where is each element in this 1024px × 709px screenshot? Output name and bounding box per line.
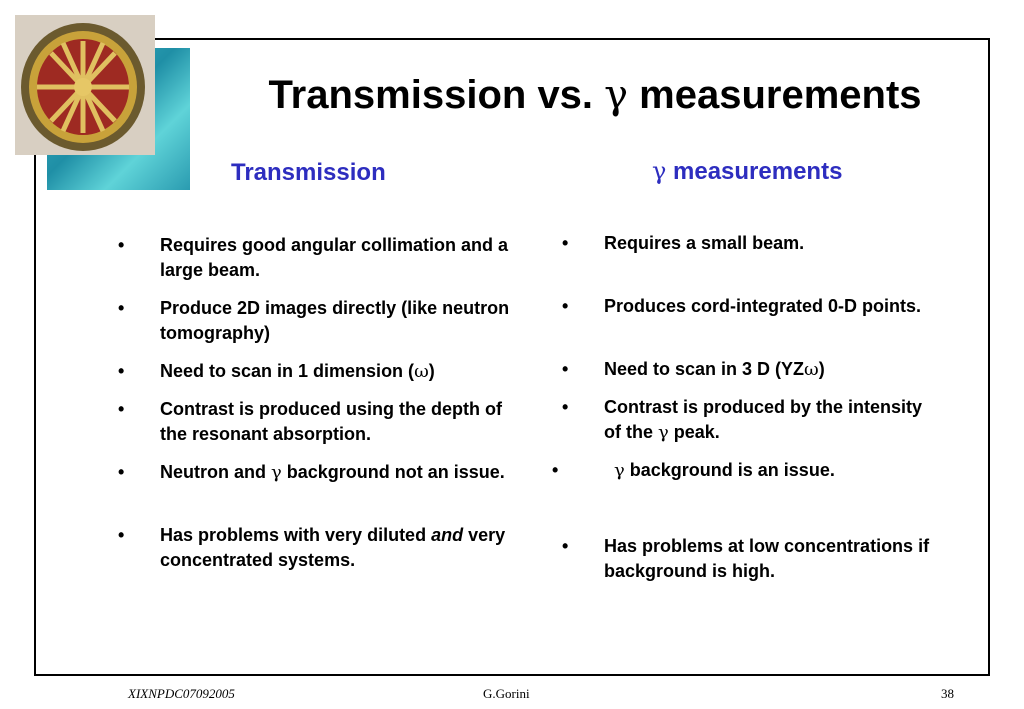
bullet: • xyxy=(552,460,559,480)
gamma-measurements-heading: γ measurements xyxy=(652,157,843,185)
footer-conference-code: XIXNPDC07092005 xyxy=(128,686,235,701)
list-item: • Requires a small beam. xyxy=(604,231,944,256)
slide-title: Transmission vs. γ measurements xyxy=(268,72,922,118)
list-item: • Produces cord-integrated 0-D points. xyxy=(604,294,944,319)
gamma-symbol: γ xyxy=(652,157,667,185)
list-item: • Has problems with very diluted and very concentrated systems. xyxy=(118,525,506,570)
transmission-heading: Transmission xyxy=(231,159,386,186)
list-item: • Has problems at low concentrations if background is high. xyxy=(562,536,930,581)
bullet: • xyxy=(562,233,569,253)
bullet: • xyxy=(118,235,125,255)
list-item: • Produce 2D images directly (like neutron tomography) xyxy=(118,298,510,343)
list-item: • γ background is an issue. xyxy=(552,460,835,481)
bullet: • xyxy=(562,359,569,379)
list-item: • Requires good angular collimation and a large beam. xyxy=(118,235,509,280)
list-item: • Need to scan in 1 dimension (ω) xyxy=(118,361,435,382)
gamma-symbol: γ xyxy=(604,72,629,118)
list-item: • Contrast is produced by the intensity of the γ peak. xyxy=(562,397,923,443)
bullet: • xyxy=(118,361,125,381)
bullet: • xyxy=(562,397,569,417)
list-item: • Contrast is produced using the depth of the resonant absorption. xyxy=(118,399,502,444)
bullet: • xyxy=(118,525,125,545)
artifact-photo xyxy=(15,15,155,155)
bullet: • xyxy=(118,298,125,318)
list-item: • Need to scan in 3 D (YZω) xyxy=(562,359,825,380)
bullet: • xyxy=(562,296,569,316)
bullet: • xyxy=(118,462,125,482)
footer-page-number: 38 xyxy=(941,686,954,701)
list-item: • Neutron and γ background not an issue. xyxy=(118,462,505,483)
bullet: • xyxy=(562,536,569,556)
bullet: • xyxy=(118,399,125,419)
footer-author: G.Gorini xyxy=(483,686,530,701)
